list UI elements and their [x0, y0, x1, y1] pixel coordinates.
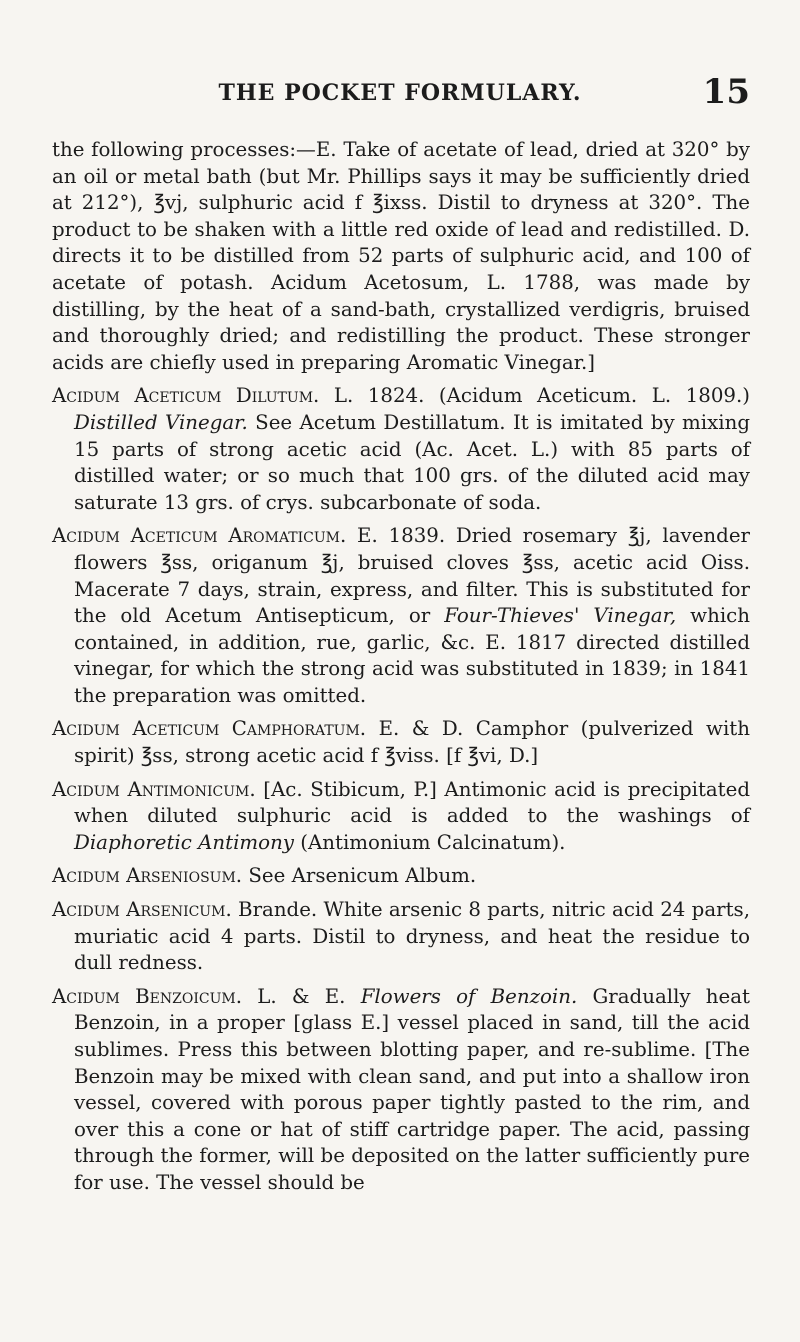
entry-text: (Antimonium Calcinatum). [293, 830, 566, 854]
entry-term: Acidum Benzoicum. [52, 984, 242, 1008]
entry-italic: Four-Thieves' Vinegar, [444, 604, 677, 628]
entry-text: which contained, in addition, rue, garlic, &c. E. 1817 directed distilled vinegar, for which the strong acid was substituted in 1839; in 1841 the preparation was omitted. [74, 604, 750, 707]
entry-term: Acidum Aceticum Aromaticum. [52, 524, 347, 548]
entry-text: See Acetum Destillatum. It is imitated by mixing 15 parts of strong acetic acid (Ac. Acet. L.) with 85 parts of distilled water; or so much that 100 grs. of the diluted acid may saturate 13 grs. of crys. subcarbonate of soda. [74, 410, 750, 514]
entry-text: E. & D. Camphor (pulverized with spirit) ℥ss, strong acetic acid f ℥viss. [f ℥vi, D.] [74, 717, 750, 768]
entry-text: [Ac. Stibicum, P.] Antimonic acid is precipitated when diluted sulphuric acid is added to the washings of [74, 777, 750, 828]
entry-acidum-aceticum-aromaticum [52, 523, 750, 709]
continuation-paragraph: the following processes:—E. Take of acetate of lead, dried at 320° by an oil or metal bath (but Mr. Phillips says it may be sufficiently dried at 212°), ℥vj, sulphuric acid f ℥ixss. Distil to dryness at 320°. The product to be shaken with a little red oxide of lead and redistilled. D. directs it to be distilled from 52 parts of sulphuric acid, and 100 of acetate of potash. Acidum Acetosum, L. 1788, was made by distilling, by the heat of a sand-bath, crystallized verdigris, bruised and thoroughly dried; and redistilling the product. These stronger acids are chiefly used in preparing Aromatic Vinegar.] [52, 138, 750, 374]
entry-italic: Diaphoretic Antimony [74, 830, 294, 854]
entry-text: Brande. White arsenic 8 parts, nitric acid 24 parts, muriatic acid 4 parts. Distil to dryness, and heat the residue to dull redness. [74, 898, 750, 975]
page-header [0, 72, 800, 120]
entry-text: E. 1839. Dried rosemary ℥j, lavender flowers ℥ss, origanum ℥j, bruised cloves ℥ss, acetic acid Oiss. Macerate 7 days, strain, express, and filter. This is substituted for the old Acetum Antisepticum, or [74, 524, 750, 628]
entry-term: Acidum Aceticum Dilutum. [52, 384, 320, 408]
entry-italic: Flowers of Benzoin. [360, 984, 578, 1008]
entry-text: L. & E. [242, 984, 361, 1008]
entry-acidum-arseniosum [52, 863, 750, 890]
entry-acidum-arsenicum [52, 897, 750, 977]
entry-term: Acidum Arsenicum. [52, 898, 232, 922]
entry-term: Acidum Aceticum Camphoratum. [52, 717, 367, 741]
entry-text: Gradually heat Benzoin, in a proper [glass E.] vessel placed in sand, till the acid sublimes. Press this between blotting paper, and re-sublime. [The Benzoin may be mixed with clean sand, and put into a shallow iron vessel, covered with porous paper tightly pasted to the rim, and over this a cone or hat of stiff cartridge paper. The acid, passing through the former, will be deposited on the latter sufficiently pure for use. The vessel should be [74, 984, 750, 1194]
entry-term: Acidum Arseniosum. [52, 864, 243, 888]
entry-text: See Arsenicum Album. [242, 864, 477, 888]
page-number: 15 [702, 72, 750, 112]
entry-acidum-aceticum-dilutum [52, 383, 750, 516]
entry-acidum-antimonicum [52, 777, 750, 857]
entry-term: Acidum Antimonicum. [52, 777, 256, 801]
running-title: THE POCKET FORMULARY. [218, 80, 582, 106]
entry-acidum-benzoicum [52, 984, 750, 1197]
entry-italic: Distilled Vinegar. [74, 410, 248, 434]
body-text [52, 137, 750, 1204]
entry-text: L. 1824. (Acidum Aceticum. L. 1809.) [319, 384, 750, 408]
entry-acidum-aceticum-camphoratum [52, 716, 750, 769]
